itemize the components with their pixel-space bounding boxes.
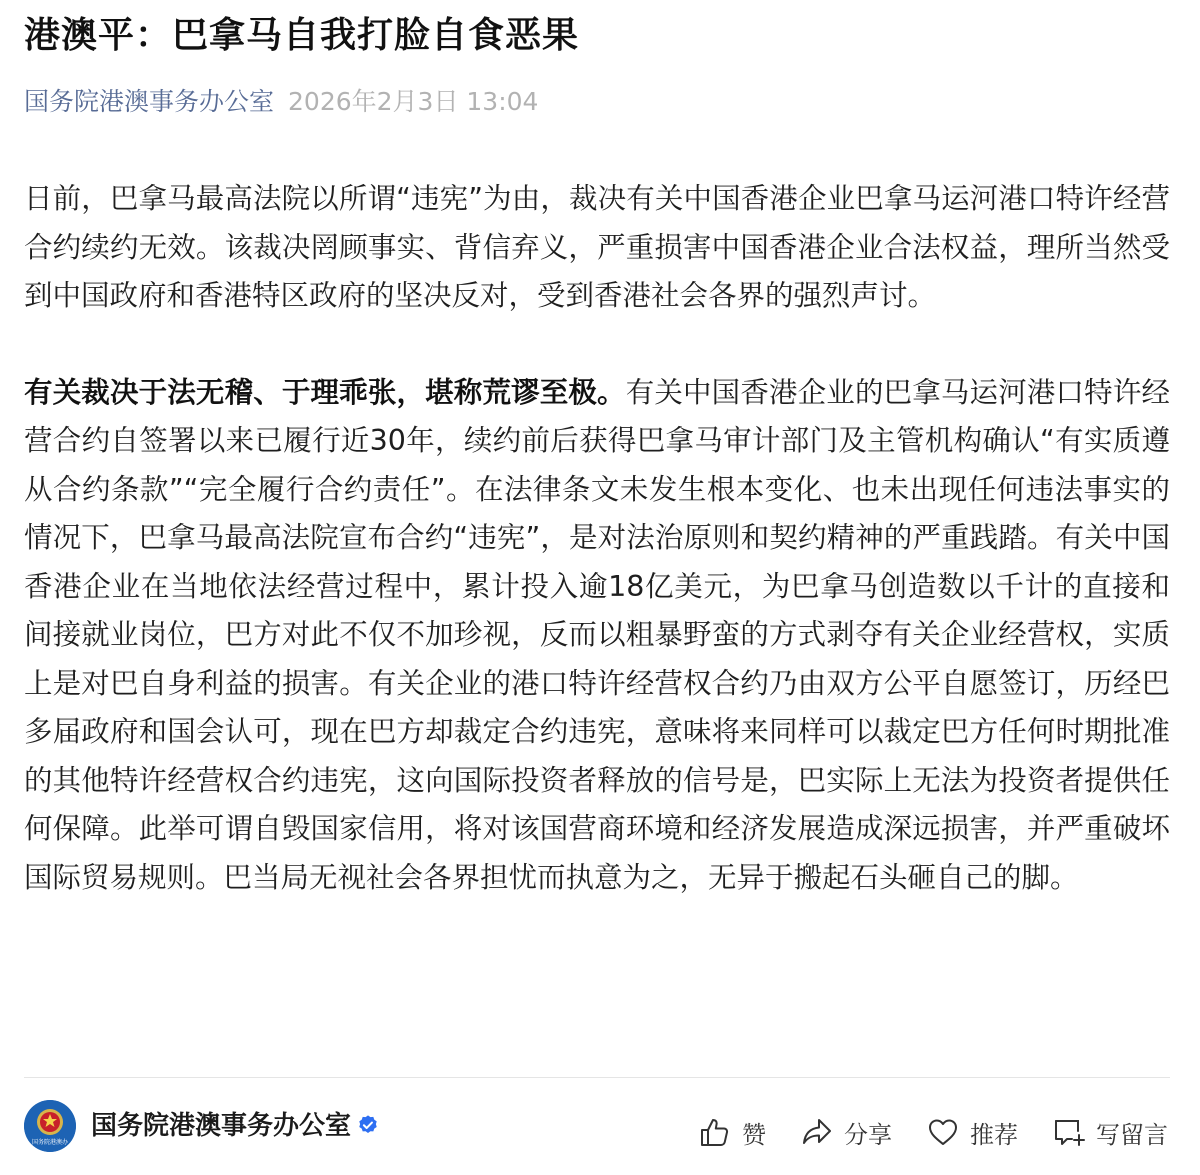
comment-bubble-icon: [1052, 1115, 1086, 1149]
publish-date: 2026年2月3日 13:04: [288, 87, 539, 116]
article-paragraph-1: 日前，巴拿马最高法院以所谓“违宪”为由，裁决有关中国香港企业巴拿马运河港口特许经营合约续约无效。该裁决罔顾事实、背信弃义，严重损害中国香港企业合法权益，理所当然受到中国政府和香港特区政府的坚决反对，受到香港社会各界的强烈声讨。: [24, 182, 1170, 312]
recommend-label: 推荐: [970, 1120, 1018, 1149]
footer-divider: [24, 1077, 1170, 1078]
article-actions: [698, 1112, 1168, 1152]
comment-button[interactable]: [1052, 1115, 1168, 1150]
author-account-link[interactable]: 国务院港澳事务办公室: [24, 87, 275, 116]
share-arrow-icon: [800, 1115, 834, 1149]
footer-account[interactable]: [91, 1108, 379, 1144]
share-label: 分享: [844, 1120, 892, 1149]
article-paragraph-2-text: 有关中国香港企业的巴拿马运河港口特许经营合约自签署以来已履行近30年，续约前后获得巴拿马审计部门及主管机构确认“有实质遵从合约条款”“完全履行合约责任”。在法律条文未发生根本变化、也未出现任何违法事实的情况下，巴拿马最高法院宣布合约“违宪”，是对法治原则和契约精神的严重践踏。有关中国香港企业在当地依法经营过程中，累计投入逾18亿美元，为巴拿马创造数以千计的直接和间接就业岗位，巴方对此不仅不加珍视，反而以粗暴野蛮的方式剥夺有关企业经营权，实质上是对巴自身利益的损害。有关企业的港口特许经营权合约乃由双方公平自愿签订，历经巴多届政府和国会认可，现在巴方却裁定合约违宪，意味将来同样可以裁定巴方任何时期批准的其他特许经营权合约违宪，这向国际投资者释放的信号是，巴实际上无法为投资者提供任何保障。此举可谓自毁国家信用，将对该国营商环境和经济发展造成深远损害，并严重破坏国际贸易规则。巴当局无视社会各界担忧而执意为之，无异于搬起石头砸自己的脚。: [24, 375, 1170, 894]
article-footer: [0, 1100, 1200, 1166]
emblem-avatar-icon[interactable]: [24, 1100, 76, 1152]
footer-account-name: 国务院港澳事务办公室: [91, 1111, 352, 1141]
article-body: [24, 175, 1170, 902]
thumbs-up-icon: [698, 1115, 732, 1149]
article-meta: [24, 82, 538, 122]
recommend-button[interactable]: [926, 1115, 1018, 1150]
heart-icon: [926, 1115, 960, 1149]
comment-label: 写留言: [1096, 1120, 1168, 1149]
like-label: 赞: [742, 1120, 766, 1149]
article-title: 港澳平：巴拿马自我打脸自食恶果: [24, 15, 580, 56]
article-paragraph-2: [24, 369, 1170, 903]
article-paragraph-2-lead: 有关裁决于法无稽、于理乖张，堪称荒谬至极。: [24, 375, 626, 409]
share-button[interactable]: [800, 1115, 892, 1150]
avatar-seal-text: 国务院港澳办: [31, 1139, 69, 1146]
verified-badge-icon: [357, 1114, 379, 1136]
like-button[interactable]: [698, 1115, 766, 1150]
